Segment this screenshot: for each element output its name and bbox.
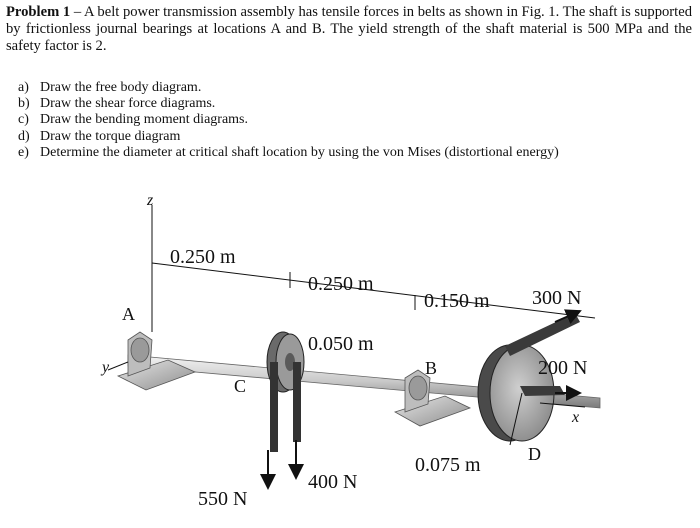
dimension-bd-label: 0.150 m (424, 290, 490, 312)
question-item (18, 96, 559, 112)
question-text: Draw the free body diagram. (40, 80, 202, 95)
question-item (18, 129, 559, 145)
point-b-label: B (425, 358, 438, 378)
question-item (18, 80, 559, 96)
question-text: Determine the diameter at critical shaft location by using the von Mises (distortional energy) (40, 144, 559, 160)
dimension-cb-label: 0.250 m (308, 273, 374, 295)
point-d-label: D (528, 444, 541, 464)
dimension-ac-label: 0.250 m (170, 246, 236, 268)
force-400-label: 400 N (308, 471, 358, 493)
force-550-label: 550 N (198, 488, 248, 510)
point-a-label: A (122, 304, 135, 324)
pulley-c (267, 332, 304, 452)
question-label: e) (18, 144, 29, 160)
radius-c-label: 0.050 m (308, 333, 374, 355)
force-200-label: 200 N (538, 357, 588, 379)
problem-heading: Problem 1 (6, 4, 71, 20)
question-text: Draw the bending moment diagrams. (40, 112, 249, 128)
question-item (18, 112, 559, 128)
shaft-figure (0, 178, 700, 528)
problem-text: – A belt power transmission assembly has tensile forces in belts as shown in Fig. 1. The shaft is supported by frictionless journal bearings at locations A and B. The yield strength of the shaft material is 500 MPa and the safety factor is 2. (6, 4, 692, 54)
question-text: Draw the torque diagram (40, 128, 181, 144)
question-list (18, 80, 559, 161)
force-300-label: 300 N (532, 287, 582, 309)
point-c-label: C (234, 376, 247, 396)
radius-d-label: 0.075 m (415, 454, 481, 476)
question-label: c) (18, 112, 29, 128)
question-label: a) (18, 80, 29, 95)
y-axis-label: y (102, 359, 110, 376)
question-text: Draw the shear force diagrams. (40, 96, 216, 112)
question-label: b) (18, 96, 30, 112)
y-axis-line (108, 362, 128, 370)
problem-statement (6, 4, 692, 55)
x-axis-label: x (572, 409, 580, 426)
z-axis-label: z (147, 192, 154, 209)
bearing-b (395, 370, 470, 426)
question-label: d) (18, 128, 30, 144)
question-item (18, 145, 559, 161)
